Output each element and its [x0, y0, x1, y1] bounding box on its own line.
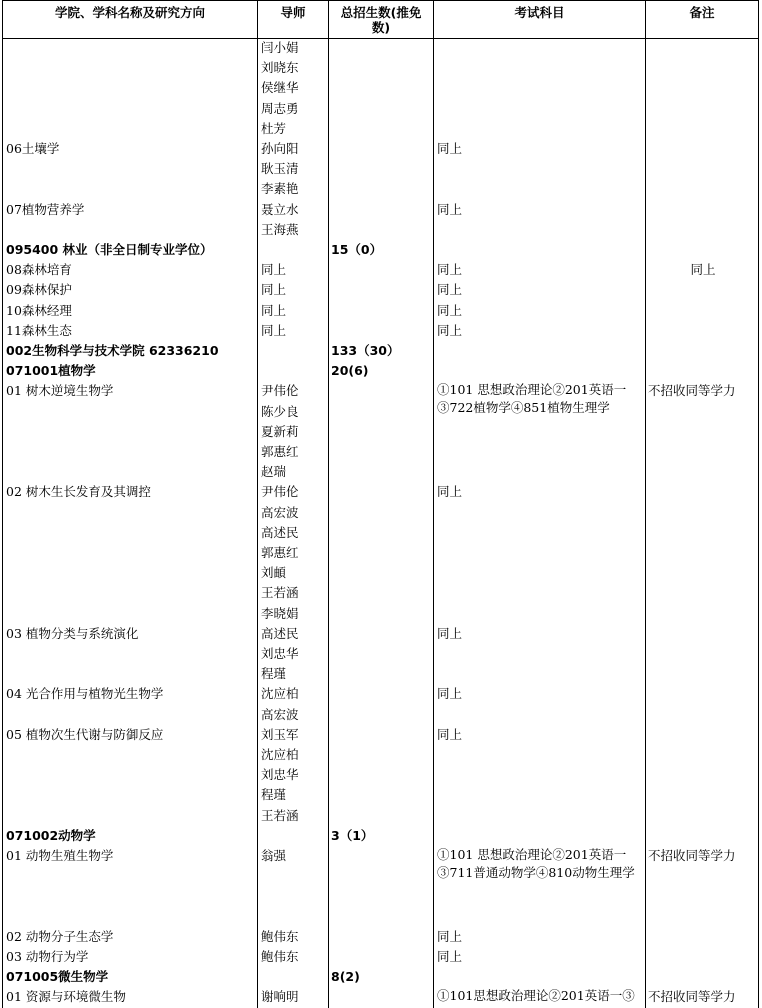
direction-cell: 06土壤学: [6, 141, 60, 156]
tutor-cell: 耿玉清: [261, 161, 299, 177]
enrollment-cell: 20(6): [331, 363, 369, 379]
exam-subjects-cell: 同上: [437, 949, 463, 964]
tutor-cell: 同上: [261, 302, 287, 318]
table-border-left: [2, 0, 3, 1008]
tutor-cell: 刘晓东: [261, 60, 299, 76]
tutor-cell: 沈应柏: [261, 686, 299, 702]
tutor-cell: 鲍伟东: [261, 928, 299, 944]
direction-cell: 09森林保护: [6, 282, 72, 298]
exam-subjects-cell: 同上: [437, 282, 463, 298]
direction-cell: 08森林培育: [6, 262, 72, 278]
tutor-cell: 高宏波: [261, 706, 299, 722]
exam-subjects-cell: 同上: [437, 686, 463, 702]
tutor-cell: 周志勇: [261, 100, 299, 116]
exam-subjects-cell: 同上: [437, 726, 463, 742]
remarks-cell: 不招收同等学力: [648, 989, 736, 1005]
direction-cell: 02 树木生长发育及其调控: [6, 484, 151, 500]
column-divider: [433, 0, 434, 1008]
direction-cell: 11森林生态: [6, 322, 72, 338]
tutor-cell: 同上: [261, 262, 287, 278]
tutor-cell: 杜芳: [261, 120, 287, 136]
tutor-cell: 程瑾: [261, 787, 287, 803]
enrollment-cell: 8(2): [331, 969, 360, 985]
header-bottom-rule: [2, 38, 759, 39]
exam-subjects-cell: 同上: [437, 302, 463, 318]
tutor-cell: 鲍伟东: [261, 949, 299, 964]
exam-subjects-cell: 同上: [437, 262, 463, 278]
exam-subjects-cell: 同上: [437, 484, 463, 500]
direction-cell: 03 植物分类与系统演化: [6, 625, 139, 641]
direction-cell: 01 树木逆境生物学: [6, 383, 114, 399]
tutor-cell: 同上: [261, 282, 287, 298]
header-exam-subjects: 考试科目: [514, 5, 565, 20]
tutor-cell: 闫小娟: [261, 40, 299, 55]
tutor-cell: 谢响明: [261, 989, 299, 1005]
column-divider: [328, 0, 329, 1008]
tutor-cell: 李素艳: [261, 181, 299, 197]
tutor-cell: 刘頔: [261, 565, 287, 581]
header-direction: 学院、学科名称及研究方向: [54, 5, 205, 20]
exam-subjects-cell: ①101 思想政治理论②201英语一③711普通动物学④810动物生理学: [437, 847, 635, 880]
exam-subjects-cell: 同上: [437, 141, 463, 156]
exam-subjects-cell: 同上: [437, 928, 463, 944]
tutor-cell: 王若涵: [261, 807, 299, 823]
direction-cell: 002生物科学与技术学院 62336210: [6, 343, 219, 358]
direction-cell: 05 植物次生代谢与防御反应: [6, 726, 164, 742]
tutor-cell: 聂立水: [261, 201, 299, 217]
enrollment-cell: 3（1）: [331, 827, 374, 843]
tutor-cell: 翁强: [261, 848, 287, 863]
table-border-right: [758, 0, 759, 1008]
tutor-cell: 郭惠红: [261, 444, 299, 459]
tutor-cell: 陈少良: [261, 403, 299, 419]
tutor-cell: 高述民: [261, 625, 299, 641]
tutor-cell: 刘忠华: [261, 646, 299, 661]
tutor-cell: 王海燕: [261, 221, 299, 237]
direction-cell: 02 动物分子生态学: [6, 928, 114, 944]
column-divider: [645, 0, 646, 1008]
direction-cell: 10森林经理: [6, 302, 72, 318]
enrollment-cell: 133（30）: [331, 343, 400, 358]
tutor-cell: 尹伟伦: [261, 383, 299, 399]
tutor-cell: 侯继华: [261, 80, 299, 96]
direction-cell: 04 光合作用与植物光生物学: [6, 686, 164, 702]
tutor-cell: 高述民: [261, 524, 299, 540]
exam-subjects-cell: ①101思想政治理论②201英语一③: [437, 988, 635, 1004]
tutor-cell: 孙向阳: [261, 141, 299, 156]
direction-cell: 071005微生物学: [6, 969, 109, 985]
remarks-cell: 同上: [690, 262, 716, 278]
tutor-cell: 夏新莉: [261, 423, 299, 439]
tutor-cell: 郭惠红: [261, 545, 299, 560]
direction-cell: 071002动物学: [6, 827, 96, 843]
direction-cell: 071001植物学: [6, 363, 96, 379]
header-enrollment: 总招生数(推免数): [340, 5, 422, 35]
header-tutor: 导师: [280, 5, 306, 20]
tutor-cell: 同上: [261, 322, 287, 338]
exam-subjects-cell: 同上: [437, 625, 463, 641]
exam-subjects-cell: 同上: [437, 322, 463, 338]
direction-cell: 03 动物行为学: [6, 949, 89, 964]
enrollment-cell: 15（0）: [331, 242, 383, 257]
exam-subjects-cell: 同上: [437, 201, 463, 217]
remarks-cell: 不招收同等学力: [648, 383, 736, 399]
tutor-cell: 程瑾: [261, 666, 287, 682]
column-divider: [257, 0, 258, 1008]
tutor-cell: 王若涵: [261, 585, 299, 601]
tutor-cell: 李晓娟: [261, 605, 299, 621]
direction-cell: 01 资源与环境微生物: [6, 989, 126, 1005]
tutor-cell: 赵瑞: [261, 464, 287, 480]
tutor-cell: 刘玉军: [261, 726, 299, 742]
tutor-cell: 高宏波: [261, 504, 299, 520]
remarks-cell: 不招收同等学力: [648, 848, 736, 863]
tutor-cell: 刘忠华: [261, 767, 299, 783]
tutor-cell: 沈应柏: [261, 747, 299, 762]
direction-cell: 07植物营养学: [6, 201, 85, 217]
header-remarks: 备注: [689, 5, 715, 20]
direction-cell: 095400 林业（非全日制专业学位）: [6, 242, 213, 257]
direction-cell: 01 动物生殖生物学: [6, 848, 114, 863]
tutor-cell: 尹伟伦: [261, 484, 299, 500]
exam-subjects-cell: ①101 思想政治理论②201英语一③722植物学④851植物生理学: [437, 382, 627, 416]
